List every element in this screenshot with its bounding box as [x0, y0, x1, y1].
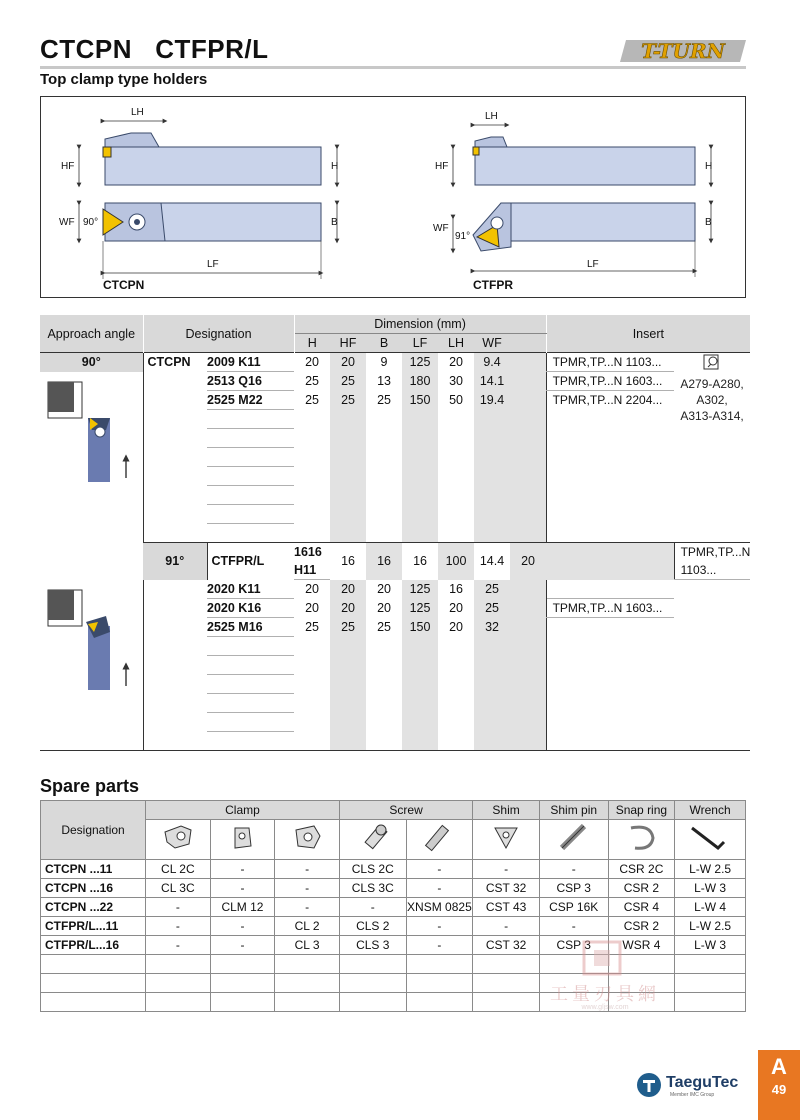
left-caption: CTCPN: [103, 278, 145, 292]
spare-cell: -: [539, 860, 608, 879]
right-caption: CTFPR: [473, 278, 513, 292]
table-row-empty: [40, 429, 750, 448]
holder-drawing-svg: [41, 97, 745, 297]
dim-cell: 25: [474, 580, 510, 599]
left-lh-label: LH: [131, 107, 144, 118]
t-turn-logo: [620, 36, 748, 66]
dim-cell: 125: [402, 598, 438, 617]
spare-designation: CTFPR/L...11: [41, 917, 146, 936]
table-row: [40, 543, 750, 580]
table-row-empty: [40, 731, 750, 750]
table-row: [40, 391, 750, 410]
insert-cell: TPMR,TP...N 2204...: [546, 391, 674, 410]
right-b-label: B: [705, 217, 712, 228]
page-subtitle: Top clamp type holders: [40, 71, 208, 88]
spare-row: [41, 917, 746, 936]
dim-cell: 9: [366, 353, 402, 372]
table-row: [40, 580, 750, 599]
catalog-reference-icon: [702, 353, 722, 371]
dim-lh-header: LH: [438, 334, 474, 353]
screw-header: Screw: [339, 801, 472, 820]
left-hf-label: HF: [61, 161, 75, 172]
spare-cell: CSP 3: [539, 879, 608, 898]
page-title: CTCPN CTFPR/L: [40, 34, 269, 64]
insert-header: Insert: [546, 315, 750, 353]
dim-cell: 20: [510, 543, 546, 580]
table-row-empty: [40, 636, 750, 655]
right-angle-label: 91°: [455, 231, 471, 242]
dim-cell: 20: [449, 619, 463, 634]
insert-cell: TPMR,TP...N 1103...: [546, 353, 674, 372]
designation-code: 1616 H11: [294, 543, 330, 580]
svg-text:T-TURN: T-TURN: [641, 39, 725, 63]
dim-cell: 100: [438, 543, 474, 580]
table-row: [40, 598, 750, 617]
table-header-row-1: [40, 315, 750, 334]
table-row-empty: [40, 674, 750, 693]
clamp-header: Clamp: [146, 801, 340, 820]
spare-designation: CTCPN ...11: [41, 860, 146, 879]
spare-cell: CSR 4: [608, 898, 675, 917]
spare-cell: -: [275, 860, 340, 879]
right-hf-label: HF: [435, 161, 449, 172]
ctfpr-top-view: [453, 203, 711, 277]
dim-cell: 50: [449, 393, 463, 407]
table-row-empty: [40, 467, 750, 486]
dim-h-header: H: [294, 334, 330, 353]
spare-header-row: [41, 801, 746, 820]
brand-sub: Member IMC Group: [670, 1092, 715, 1098]
table-row-empty: [40, 655, 750, 674]
spare-designation-header: Designation: [41, 801, 146, 860]
designation-header: Designation: [143, 315, 294, 353]
dim-cell: 16: [449, 581, 463, 596]
page-tab: [758, 1050, 800, 1120]
wrench-header: Wrench: [675, 801, 746, 820]
taegutec-brand: [636, 1072, 756, 1098]
dim-cell: 20: [330, 580, 366, 599]
ctcpn-side-view: [79, 121, 337, 185]
spare-row: [41, 898, 746, 917]
dim-cell: 20: [294, 353, 330, 372]
dim-cell: 25: [474, 598, 510, 617]
spare-cell: -: [210, 936, 275, 955]
snap-ring-icon: [608, 820, 675, 860]
spare-cell: CSR 2C: [608, 860, 675, 879]
shim-icon: [473, 820, 540, 860]
spare-cell: -: [406, 917, 473, 936]
ctcpn-approach-icon: [40, 378, 140, 488]
right-lh-label: LH: [485, 111, 498, 122]
spare-cell: -: [406, 936, 473, 955]
spare-row: [41, 860, 746, 879]
spare-cell: CL 2: [275, 917, 340, 936]
spare-cell: WSR 4: [608, 936, 675, 955]
dim-cell: 150: [402, 391, 438, 410]
dim-lf-header: LF: [402, 334, 438, 353]
spare-cell: -: [406, 879, 473, 898]
ctfpr-approach-icon: [40, 586, 140, 696]
spare-cell: CSR 2: [608, 917, 675, 936]
right-wf-label: WF: [433, 223, 449, 234]
table-row-empty: [40, 712, 750, 731]
dim-cell: 19.4: [474, 391, 510, 410]
spare-cell: -: [339, 898, 406, 917]
designation-code: 2009 K11: [207, 353, 294, 372]
dim-empty: [510, 391, 546, 410]
spare-cell: L-W 2.5: [675, 860, 746, 879]
shim-header: Shim: [473, 801, 540, 820]
dim-cell: 20: [305, 600, 319, 615]
spare-cell: CL 3C: [146, 879, 211, 898]
spare-designation: CTCPN ...16: [41, 879, 146, 898]
table-row: [40, 372, 750, 391]
dim-spare-header: [510, 334, 546, 353]
brand-name: TaeguTec: [666, 1074, 739, 1091]
designation-code: 2020 K16: [207, 598, 294, 617]
spare-cell: CST 32: [473, 936, 540, 955]
spare-cell: CLS 2C: [339, 860, 406, 879]
designation-prefix: CTFPR/L: [207, 543, 294, 580]
dim-cell: 125: [402, 353, 438, 372]
table-row-empty: [40, 410, 750, 429]
insert-cell: TPMR,TP...N 1103...: [674, 543, 750, 580]
approach-91-illustration: [40, 580, 143, 751]
dim-hf-header: HF: [330, 334, 366, 353]
spare-cell: CL 3: [275, 936, 340, 955]
table-row: [40, 353, 750, 372]
approach-90-illustration: [40, 372, 143, 580]
left-b-label: B: [331, 217, 338, 228]
spare-row: [41, 879, 746, 898]
spare-cell: -: [275, 898, 340, 917]
wrench-icon: [675, 820, 746, 860]
right-lf-label: LF: [587, 259, 599, 270]
dim-cell: 9.4: [474, 353, 510, 372]
dim-cell: 20: [377, 600, 391, 615]
dim-empty: [546, 543, 674, 580]
dim-cell: 14.1: [474, 372, 510, 391]
shim-pin-icon: [539, 820, 608, 860]
spare-cell: CLS 3: [339, 936, 406, 955]
page-ref-1[interactable]: A279-A280,: [680, 377, 744, 391]
screw-cls-icon: [339, 820, 406, 860]
spare-cell: CLS 2: [339, 917, 406, 936]
insert-cell: TPMR,TP...N 1603...: [546, 598, 674, 617]
holder-drawings: [40, 96, 746, 298]
spare-cell: -: [473, 917, 540, 936]
table-row-empty: [40, 448, 750, 467]
designation-code: 2513 Q16: [207, 372, 294, 391]
left-h-label: H: [331, 161, 339, 172]
watermark-url: www.gljsw.com: [581, 1004, 629, 1011]
clamp-cl2-icon: [275, 820, 340, 860]
dim-cell: 25: [305, 374, 319, 388]
insert-cell: [546, 580, 674, 599]
spare-cell: -: [473, 860, 540, 879]
spare-cell: XNSM 0825: [406, 898, 473, 917]
dim-cell: 16: [330, 543, 366, 580]
dim-wf-header: WF: [474, 334, 510, 353]
spare-cell: CLM 12: [210, 898, 275, 917]
dim-empty: [510, 353, 546, 372]
dim-cell: 25: [377, 393, 391, 407]
dim-cell: 25: [330, 372, 366, 391]
approach-angle-91: 91°: [143, 543, 207, 580]
table-row: [40, 617, 750, 636]
dim-cell: 20: [330, 353, 366, 372]
table-row-empty: [40, 486, 750, 505]
dim-cell: 20: [438, 353, 474, 372]
watermark-text: 工量刃具網: [550, 984, 660, 1005]
left-lf-label: LF: [207, 259, 219, 270]
dim-cell: 150: [402, 617, 438, 636]
spare-cell: -: [210, 879, 275, 898]
approach-header: Approach angle: [40, 315, 143, 353]
dim-cell: 20: [449, 600, 463, 615]
dim-cell: 20: [377, 581, 391, 596]
snap-ring-header: Snap ring: [608, 801, 675, 820]
designation-code: 2525 M16: [207, 617, 294, 636]
dim-cell: 125: [402, 580, 438, 599]
page-ref-2[interactable]: A302,: [696, 393, 728, 407]
page-ref-3[interactable]: A313-A314,: [680, 409, 744, 423]
dim-cell: 180: [402, 372, 438, 391]
dim-cell: 25: [377, 619, 391, 634]
spare-cell: CST 32: [473, 879, 540, 898]
spare-cell: CSP 3: [539, 936, 608, 955]
dim-empty: [510, 580, 546, 599]
clamp-cl-icon: [146, 820, 211, 860]
left-wf-label: WF: [59, 217, 75, 228]
dim-empty: [510, 372, 546, 391]
spare-cell: -: [210, 917, 275, 936]
dim-cell: 20: [330, 598, 366, 617]
spare-cell: CLS 3C: [339, 879, 406, 898]
spare-cell: -: [406, 860, 473, 879]
dim-cell: 25: [330, 617, 366, 636]
spare-cell: -: [275, 879, 340, 898]
designation-code: 2525 M22: [207, 391, 294, 410]
table-row-empty: [40, 524, 750, 543]
screw-xnsm-icon: [406, 820, 473, 860]
left-angle-label: 90°: [83, 217, 99, 228]
spare-designation: CTFPR/L...16: [41, 936, 146, 955]
dim-empty: [510, 598, 546, 617]
holder-table: [40, 315, 750, 751]
dim-cell: 13: [377, 374, 391, 388]
approach-angle-90: 90°: [40, 353, 143, 372]
dim-cell: 16: [366, 543, 402, 580]
spare-cell: CSP 16K: [539, 898, 608, 917]
spare-cell: -: [539, 917, 608, 936]
dim-cell: 25: [330, 391, 366, 410]
dim-empty: [510, 617, 546, 636]
dim-b-header: B: [366, 334, 402, 353]
dim-cell: 20: [305, 582, 319, 596]
spare-cell: L-W 4: [675, 898, 746, 917]
spare-cell: -: [146, 917, 211, 936]
spare-cell: -: [210, 860, 275, 879]
designation-prefix: CTCPN: [143, 353, 207, 372]
dimension-header: Dimension (mm): [294, 315, 546, 334]
spare-cell: CL 2C: [146, 860, 211, 879]
table-row-empty: [40, 505, 750, 524]
designation-code: 2020 K11: [207, 580, 294, 599]
spare-cell: -: [146, 936, 211, 955]
insert-page-refs: [674, 353, 750, 429]
ctfpr-side-view: [453, 125, 711, 185]
spare-cell: CST 43: [473, 898, 540, 917]
clamp-clm-icon: [210, 820, 275, 860]
dim-cell: 30: [449, 374, 463, 388]
spare-cell: -: [146, 898, 211, 917]
spare-cell: CSR 2: [608, 879, 675, 898]
spare-icon-row: [41, 820, 746, 860]
page-number: 49: [771, 1082, 787, 1097]
spare-cell: L-W 3: [675, 936, 746, 955]
dim-cell: 32: [474, 617, 510, 636]
dim-cell: 25: [305, 619, 319, 634]
dim-cell: 25: [305, 393, 319, 407]
section-letter: A: [771, 1054, 787, 1079]
table-row-empty: [40, 693, 750, 712]
dim-cell: 14.4: [474, 543, 510, 580]
title-rule: [40, 66, 746, 69]
right-h-label: H: [705, 161, 713, 172]
taegutec-logo-icon: [636, 1072, 662, 1098]
spare-designation: CTCPN ...22: [41, 898, 146, 917]
dim-cell: 16: [402, 543, 438, 580]
watermark: [540, 940, 670, 1020]
spare-parts-title: Spare parts: [40, 776, 140, 796]
shim-pin-header: Shim pin: [539, 801, 608, 820]
insert-cell: TPMR,TP...N 1603...: [546, 372, 674, 391]
spare-cell: L-W 3: [675, 879, 746, 898]
spare-cell: L-W 2.5: [675, 917, 746, 936]
